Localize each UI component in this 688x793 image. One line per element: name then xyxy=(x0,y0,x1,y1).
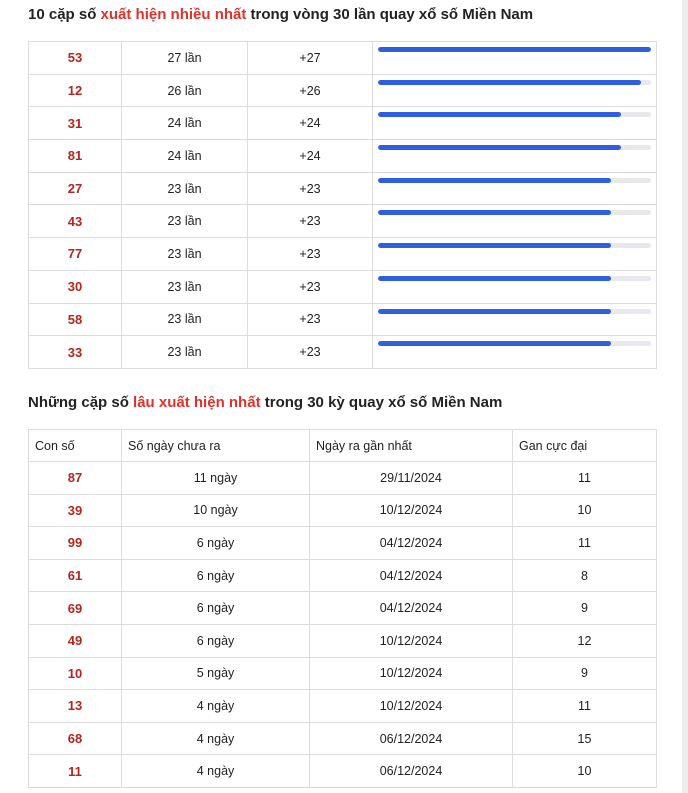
table-row xyxy=(29,107,657,140)
occurrence-count: 23 lần xyxy=(122,270,248,303)
occurrence-delta: +27 xyxy=(248,42,373,75)
frequency-bar-cell xyxy=(373,140,657,173)
last-seen-date: 04/12/2024 xyxy=(310,592,513,625)
pair-number[interactable]: 69 xyxy=(29,592,122,625)
frequency-bar-track xyxy=(378,341,651,346)
frequency-bar-fill xyxy=(378,276,611,281)
pair-number[interactable]: 68 xyxy=(29,722,122,755)
last-seen-date: 10/12/2024 xyxy=(310,690,513,723)
frequency-bar-track xyxy=(378,145,651,150)
occurrence-delta: +26 xyxy=(248,74,373,107)
days-absent: 6 ngày xyxy=(122,527,310,560)
pair-number[interactable]: 61 xyxy=(29,559,122,592)
max-gap: 12 xyxy=(513,624,657,657)
table-row xyxy=(29,527,657,560)
frequency-bar-track xyxy=(378,112,651,117)
occurrence-count: 23 lần xyxy=(122,172,248,205)
table-row xyxy=(29,205,657,238)
table-row xyxy=(29,559,657,592)
section-title-most-frequent xyxy=(28,6,533,23)
table-row xyxy=(29,172,657,205)
pair-number[interactable]: 43 xyxy=(29,205,122,238)
title-highlight: xuất hiện nhiều nhất xyxy=(100,6,247,23)
table-row xyxy=(29,624,657,657)
pair-number[interactable]: 99 xyxy=(29,527,122,560)
table-row xyxy=(29,303,657,336)
occurrence-delta: +23 xyxy=(248,336,373,369)
max-gap: 9 xyxy=(513,592,657,625)
occurrence-delta: +23 xyxy=(248,172,373,205)
pair-number[interactable]: 13 xyxy=(29,690,122,723)
pair-number[interactable]: 49 xyxy=(29,624,122,657)
occurrence-count: 23 lần xyxy=(122,238,248,271)
header-last-seen: Ngày ra gần nhất xyxy=(310,430,513,462)
table-row xyxy=(29,140,657,173)
days-absent: 4 ngày xyxy=(122,722,310,755)
table-row xyxy=(29,336,657,369)
title-suffix: trong 30 kỳ quay xổ số Miền Nam xyxy=(260,394,503,411)
occurrence-count: 24 lần xyxy=(122,107,248,140)
table-row xyxy=(29,74,657,107)
last-seen-date: 06/12/2024 xyxy=(310,722,513,755)
occurrence-count: 23 lần xyxy=(122,303,248,336)
days-absent: 10 ngày xyxy=(122,494,310,527)
pair-number[interactable]: 10 xyxy=(29,657,122,690)
header-days-absent: Số ngày chưa ra xyxy=(122,430,310,462)
frequency-bar-track xyxy=(378,47,651,52)
max-gap: 11 xyxy=(513,527,657,560)
pair-number[interactable]: 27 xyxy=(29,172,122,205)
scrollbar-track[interactable] xyxy=(682,0,688,793)
pair-number[interactable]: 11 xyxy=(29,755,122,788)
frequency-bar-fill xyxy=(378,210,611,215)
table-header-row xyxy=(29,430,657,462)
max-gap: 11 xyxy=(513,462,657,495)
days-absent: 6 ngày xyxy=(122,559,310,592)
last-seen-date: 04/12/2024 xyxy=(310,559,513,592)
table-row xyxy=(29,657,657,690)
occurrence-delta: +23 xyxy=(248,238,373,271)
frequency-bar-fill xyxy=(378,309,611,314)
pair-number[interactable]: 12 xyxy=(29,74,122,107)
frequency-bar-cell xyxy=(373,107,657,140)
frequency-bar-cell xyxy=(373,303,657,336)
last-seen-date: 10/12/2024 xyxy=(310,494,513,527)
section-title-longest-absent xyxy=(28,394,502,411)
max-gap: 9 xyxy=(513,657,657,690)
frequency-bar-track xyxy=(378,178,651,183)
pair-number[interactable]: 53 xyxy=(29,42,122,75)
frequency-bar-fill xyxy=(378,145,621,150)
occurrence-delta: +23 xyxy=(248,303,373,336)
days-absent: 4 ngày xyxy=(122,755,310,788)
frequency-bar-track xyxy=(378,276,651,281)
table-row xyxy=(29,462,657,495)
frequency-bar-cell xyxy=(373,172,657,205)
frequency-bar-cell xyxy=(373,238,657,271)
pair-number[interactable]: 39 xyxy=(29,494,122,527)
table-row xyxy=(29,755,657,788)
frequency-bar-fill xyxy=(378,243,611,248)
last-seen-date: 10/12/2024 xyxy=(310,624,513,657)
longest-absent-table xyxy=(28,429,657,788)
pair-number[interactable]: 30 xyxy=(29,270,122,303)
occurrence-delta: +23 xyxy=(248,270,373,303)
days-absent: 5 ngày xyxy=(122,657,310,690)
title-prefix: Những cặp số xyxy=(28,394,134,411)
occurrence-count: 26 lần xyxy=(122,74,248,107)
pair-number[interactable]: 58 xyxy=(29,303,122,336)
last-seen-date: 04/12/2024 xyxy=(310,527,513,560)
table-row xyxy=(29,722,657,755)
title-suffix: trong vòng 30 lần quay xổ số Miền Nam xyxy=(246,6,534,23)
pair-number[interactable]: 87 xyxy=(29,462,122,495)
pair-number[interactable]: 77 xyxy=(29,238,122,271)
max-gap: 10 xyxy=(513,755,657,788)
table-row xyxy=(29,270,657,303)
occurrence-delta: +23 xyxy=(248,205,373,238)
occurrence-delta: +24 xyxy=(248,140,373,173)
table-row xyxy=(29,238,657,271)
frequency-bar-cell xyxy=(373,205,657,238)
max-gap: 8 xyxy=(513,559,657,592)
last-seen-date: 10/12/2024 xyxy=(310,657,513,690)
last-seen-date: 06/12/2024 xyxy=(310,755,513,788)
table-row xyxy=(29,42,657,75)
days-absent: 4 ngày xyxy=(122,690,310,723)
table-row xyxy=(29,494,657,527)
title-prefix: 10 cặp số xyxy=(28,6,101,23)
frequency-bar-cell xyxy=(373,270,657,303)
frequency-bar-cell xyxy=(373,42,657,75)
pair-number[interactable]: 33 xyxy=(29,336,122,369)
days-absent: 11 ngày xyxy=(122,462,310,495)
table-row xyxy=(29,592,657,625)
max-gap: 10 xyxy=(513,494,657,527)
frequency-bar-cell xyxy=(373,74,657,107)
header-max-gap: Gan cực đại xyxy=(513,430,657,462)
table-row xyxy=(29,690,657,723)
frequency-bar-fill xyxy=(378,112,621,117)
occurrence-count: 24 lần xyxy=(122,140,248,173)
days-absent: 6 ngày xyxy=(122,624,310,657)
pair-number[interactable]: 81 xyxy=(29,140,122,173)
occurrence-count: 23 lần xyxy=(122,205,248,238)
max-gap: 15 xyxy=(513,722,657,755)
last-seen-date: 29/11/2024 xyxy=(310,462,513,495)
frequency-bar-fill xyxy=(378,80,641,85)
frequency-bar-cell xyxy=(373,336,657,369)
title-highlight: lâu xuất hiện nhất xyxy=(133,394,261,411)
frequency-bar-fill xyxy=(378,178,611,183)
frequency-bar-track xyxy=(378,210,651,215)
frequency-bar-track xyxy=(378,309,651,314)
header-number: Con số xyxy=(29,430,122,462)
max-gap: 11 xyxy=(513,690,657,723)
frequency-bar-fill xyxy=(378,341,611,346)
occurrence-count: 23 lần xyxy=(122,336,248,369)
occurrence-count: 27 lần xyxy=(122,42,248,75)
days-absent: 6 ngày xyxy=(122,592,310,625)
pair-number[interactable]: 31 xyxy=(29,107,122,140)
frequency-bar-track xyxy=(378,243,651,248)
frequency-bar-fill xyxy=(378,47,651,52)
frequency-bar-track xyxy=(378,80,651,85)
occurrence-delta: +24 xyxy=(248,107,373,140)
frequency-table xyxy=(28,41,657,369)
